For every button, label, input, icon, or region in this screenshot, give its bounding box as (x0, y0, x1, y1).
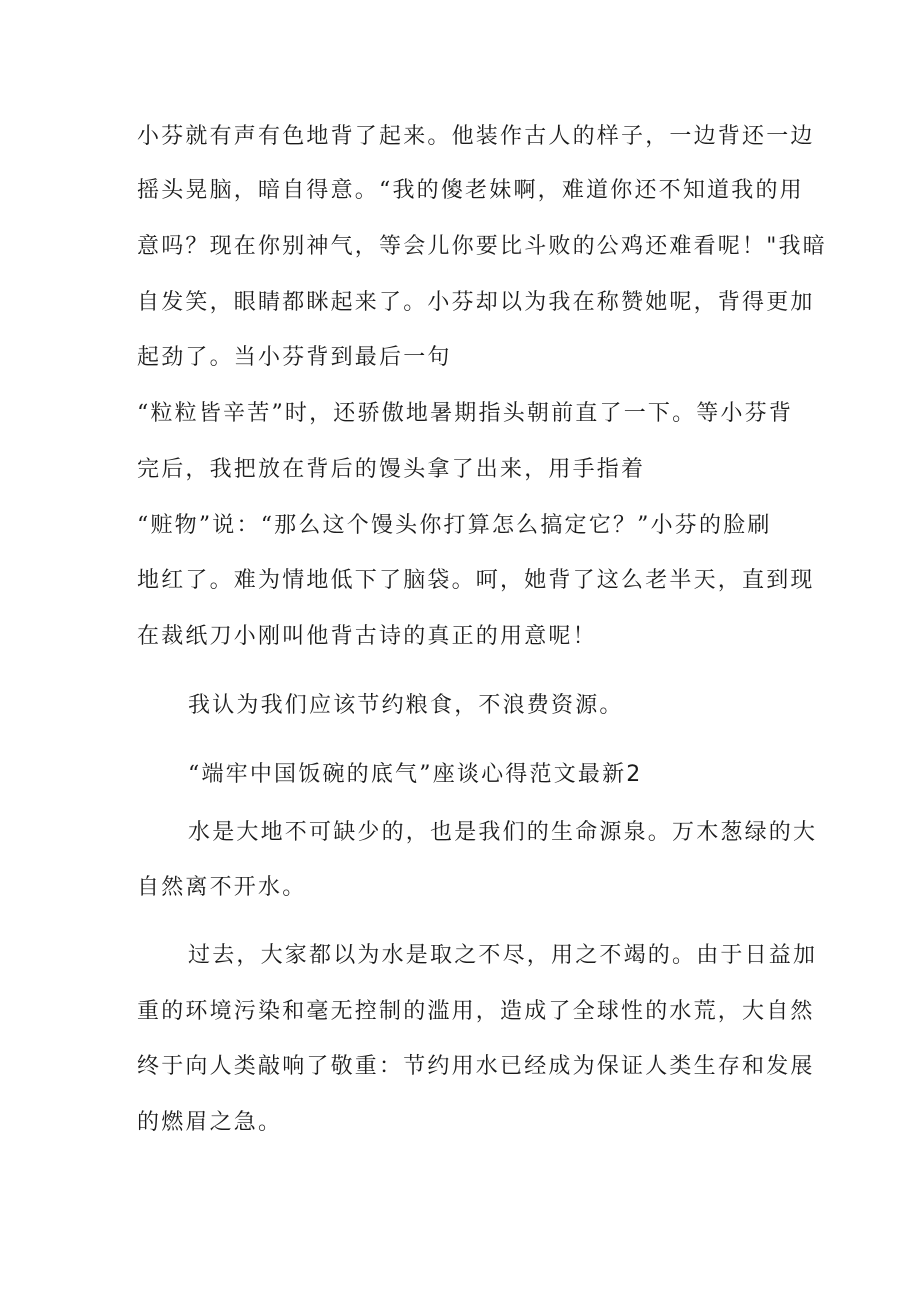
text-line: 起劲了。当小芬背到最后一句 (137, 345, 452, 370)
paragraph-2: 我认为我们应该节约粮食，不浪费资源。 (188, 693, 624, 718)
text-line: 小芬就有声有色地背了起来。他装作古人的样子，一边背还一边 (137, 124, 815, 149)
text-line: “赃物”说：“那么这个馒头你打算怎么搞定它？”小芬的脸刷 (137, 513, 772, 538)
text-line: 地红了。难为情地低下了脑袋。呵，她背了这么老半天，直到现 (137, 568, 815, 593)
text-line: 过去，大家都以为水是取之不尽，用之不竭的。由于日益加 (188, 943, 818, 968)
text-line: “粒粒皆辛苦”时，还骄傲地暑期指头朝前直了一下。等小芬背 (137, 401, 794, 426)
text-line: 终于向人类敲响了敬重：节约用水已经成为保证人类生存和发展 (137, 1054, 815, 1079)
text-line: 的燃眉之急。 (137, 1110, 283, 1135)
text-line: 完后，我把放在背后的馒头拿了出来，用手指着 (137, 457, 646, 482)
text-line: 意吗？现在你别神气，等会儿你要比斗败的公鸡还难看呢！"我暗 (137, 234, 827, 259)
text-line: 自发笑，眼睛都眯起来了。小芬却以为我在称赞她呢，背得更加 (137, 290, 815, 315)
text-line: 摇头晃脑，暗自得意。“我的傻老妹啊，难道你还不知道我的用 (137, 178, 804, 203)
section-heading (188, 760, 848, 790)
text-line: 自然离不开水。 (137, 875, 307, 900)
heading-text: “端牢中国饭碗的底气”座谈心得范文最新 (188, 762, 627, 787)
text-line: 重的环境污染和毫无控制的滥用，造成了全球性的水荒，大自然 (137, 999, 815, 1024)
heading-number: 2 (626, 762, 641, 787)
text-line: 在裁纸刀小刚叫他背古诗的真正的用意呢！ (137, 624, 597, 649)
text-line: 水是大地不可缺少的，也是我们的生命源泉。万木葱绿的大 (188, 820, 818, 845)
